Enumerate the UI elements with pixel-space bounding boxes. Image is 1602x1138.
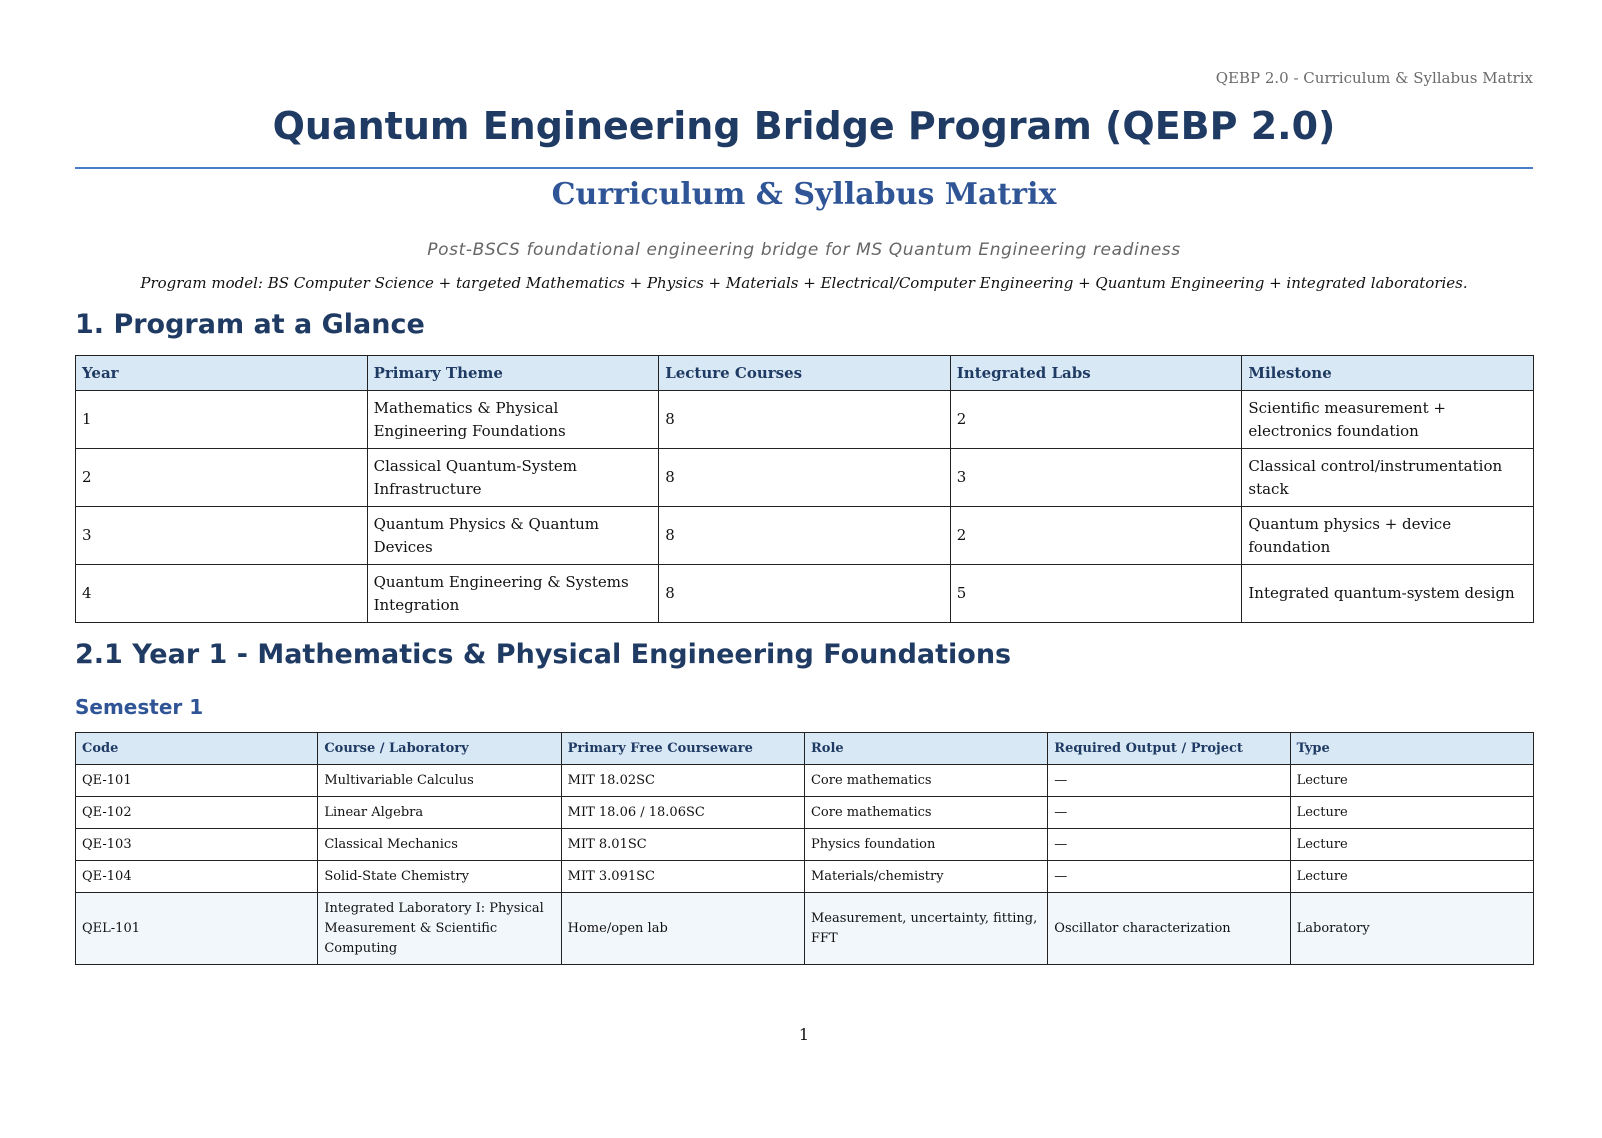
table-cell: — xyxy=(1048,765,1290,797)
table-cell: QE-101 xyxy=(76,765,318,797)
program-model-note: Program model: BS Computer Science + targeted Mathematics + Physics + Materials + Electrical/Computer Engineering + Quantum Engineering + integrated laboratories. xyxy=(140,274,1468,292)
table-cell: 3 xyxy=(76,507,368,565)
document-tagline: Post-BSCS foundational engineering bridge for MS Quantum Engineering readiness xyxy=(427,240,1181,260)
table-cell: MIT 18.02SC xyxy=(561,765,804,797)
table-cell: 8 xyxy=(659,391,951,449)
table-cell: — xyxy=(1048,797,1290,829)
table-cell: Scientific measurement + electronics foundation xyxy=(1242,391,1534,449)
running-header: QEBP 2.0 - Curriculum & Syllabus Matrix xyxy=(1215,69,1533,87)
table-row xyxy=(76,765,1534,797)
document-subtitle: Curriculum & Syllabus Matrix xyxy=(551,177,1057,212)
table-cell: 8 xyxy=(659,507,951,565)
table-cell: — xyxy=(1048,829,1290,861)
column-header: Required Output / Project xyxy=(1048,733,1290,765)
table-cell: Lecture xyxy=(1290,829,1533,861)
table-cell: Mathematics & Physical Engineering Foundations xyxy=(367,391,659,449)
table-cell: Lecture xyxy=(1290,797,1533,829)
table-row xyxy=(76,507,1534,565)
table-row xyxy=(76,861,1534,893)
table-cell: 2 xyxy=(950,391,1242,449)
table-cell: Core mathematics xyxy=(804,765,1047,797)
table-cell: 8 xyxy=(659,565,951,623)
table-cell: Classical Mechanics xyxy=(318,829,561,861)
table-row xyxy=(76,893,1534,965)
table-cell: 5 xyxy=(950,565,1242,623)
column-header: Primary Free Courseware xyxy=(561,733,804,765)
table-cell: 8 xyxy=(659,449,951,507)
table-cell: 1 xyxy=(76,391,368,449)
table-cell: Lecture xyxy=(1290,861,1533,893)
table-cell: 3 xyxy=(950,449,1242,507)
semester-1-course-table xyxy=(75,732,1534,965)
table-cell: Measurement, uncertainty, fitting, FFT xyxy=(804,893,1047,965)
document-title: Quantum Engineering Bridge Program (QEBP 2.0) xyxy=(272,104,1336,148)
column-header: Integrated Labs xyxy=(950,356,1242,391)
table-row xyxy=(76,829,1534,861)
table-cell: Quantum Physics & Quantum Devices xyxy=(367,507,659,565)
table-cell: Linear Algebra xyxy=(318,797,561,829)
title-divider xyxy=(75,167,1533,169)
table-cell: Physics foundation xyxy=(804,829,1047,861)
program-at-a-glance-table xyxy=(75,355,1534,623)
column-header: Role xyxy=(804,733,1047,765)
column-header: Year xyxy=(76,356,368,391)
table-cell: Materials/chemistry xyxy=(804,861,1047,893)
table-row xyxy=(76,565,1534,623)
table-cell: Core mathematics xyxy=(804,797,1047,829)
table-cell: Laboratory xyxy=(1290,893,1533,965)
table-cell: Integrated Laboratory I: Physical Measurement & Scientific Computing xyxy=(318,893,561,965)
column-header: Course / Laboratory xyxy=(318,733,561,765)
table-row xyxy=(76,797,1534,829)
document-page xyxy=(75,0,1533,1138)
table-cell: 4 xyxy=(76,565,368,623)
table-header-row xyxy=(76,356,1534,391)
table-cell: Lecture xyxy=(1290,765,1533,797)
table-cell: 2 xyxy=(76,449,368,507)
table-cell: Multivariable Calculus xyxy=(318,765,561,797)
table-cell: QE-102 xyxy=(76,797,318,829)
section-heading-year-1: 2.1 Year 1 - Mathematics & Physical Engineering Foundations xyxy=(75,639,1012,670)
table-cell: QE-103 xyxy=(76,829,318,861)
table-cell: Solid-State Chemistry xyxy=(318,861,561,893)
table-header-row xyxy=(76,733,1534,765)
table-cell: Home/open lab xyxy=(561,893,804,965)
column-header: Code xyxy=(76,733,318,765)
table-row xyxy=(76,391,1534,449)
column-header: Milestone xyxy=(1242,356,1534,391)
table-cell: Integrated quantum-system design xyxy=(1242,565,1534,623)
table-cell: Classical Quantum-System Infrastructure xyxy=(367,449,659,507)
table-cell: QEL-101 xyxy=(76,893,318,965)
table-cell: Quantum Engineering & Systems Integration xyxy=(367,565,659,623)
table-cell: MIT 3.091SC xyxy=(561,861,804,893)
table-cell: MIT 18.06 / 18.06SC xyxy=(561,797,804,829)
table-cell: — xyxy=(1048,861,1290,893)
column-header: Lecture Courses xyxy=(659,356,951,391)
table-cell: Oscillator characterization xyxy=(1048,893,1290,965)
table-cell: Classical control/instrumentation stack xyxy=(1242,449,1534,507)
table-cell: QE-104 xyxy=(76,861,318,893)
section-heading-program-at-a-glance: 1. Program at a Glance xyxy=(75,309,425,340)
page-number: 1 xyxy=(798,1025,810,1044)
semester-heading: Semester 1 xyxy=(75,695,204,719)
column-header: Type xyxy=(1290,733,1533,765)
table-cell: MIT 8.01SC xyxy=(561,829,804,861)
table-cell: 2 xyxy=(950,507,1242,565)
column-header: Primary Theme xyxy=(367,356,659,391)
table-cell: Quantum physics + device foundation xyxy=(1242,507,1534,565)
table-row xyxy=(76,449,1534,507)
